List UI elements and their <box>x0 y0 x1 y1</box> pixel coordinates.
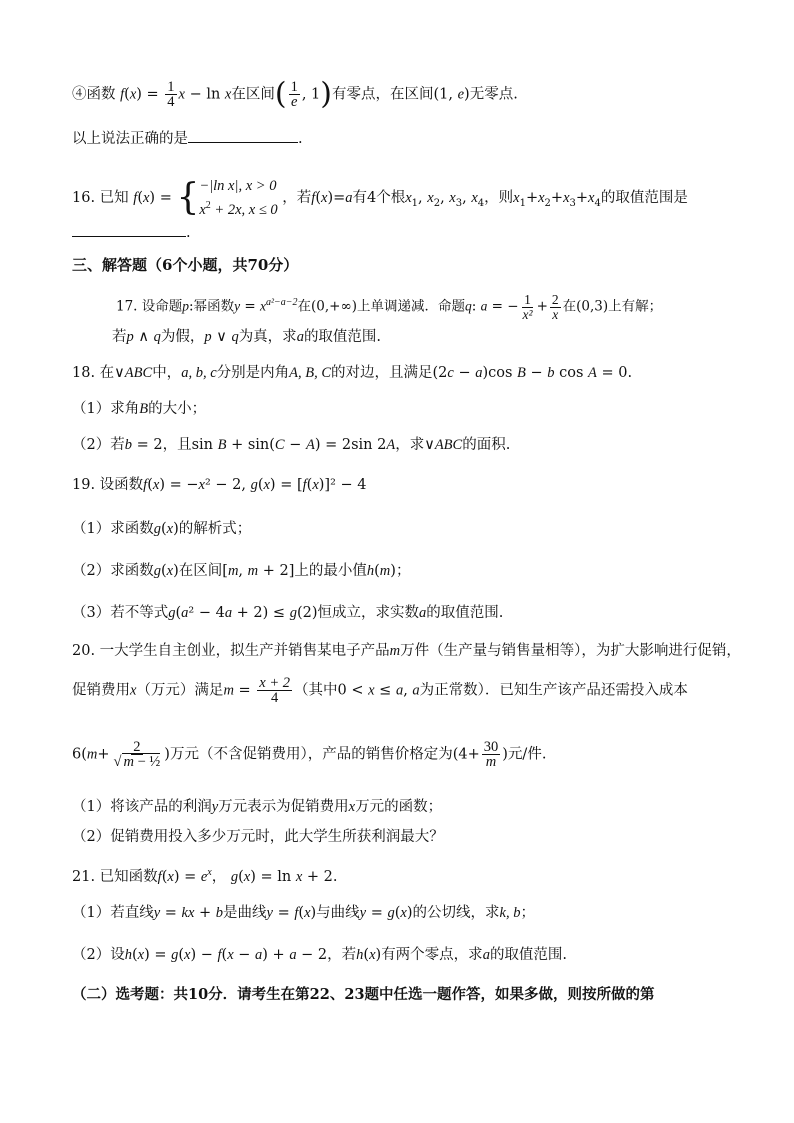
text: （3）若不等式 <box>72 605 169 621</box>
text: 幂函数 <box>193 298 235 315</box>
text: 有零点，在区间 <box>332 86 434 103</box>
text: 中， <box>152 365 182 381</box>
question-20-cost: 6(m+ $\frac{2}{\text{√ m − ½}}$ )万元（不含促销费用），产品的销售价格定为(4+ $\frac{30}{m}$ )元/件. <box>72 739 547 770</box>
text: 17. 设命题 <box>116 298 183 315</box>
text: 为真，求 <box>238 329 297 345</box>
text: 以上说法正确的是 <box>72 131 188 147</box>
question-19-1: （1）求函数g(x)的解析式； <box>72 521 252 537</box>
question-19: 19. 设函数f(x) = −x² − 2, g(x) = [f(x)]² − 4 <box>72 477 367 493</box>
text: ，求 <box>395 437 425 453</box>
text: （2）若 <box>72 437 125 453</box>
text: 的取值范围. <box>489 947 568 963</box>
text: ； <box>520 905 535 921</box>
text: 的取值范围. <box>303 329 382 345</box>
optional-section-heading: （二）选考题：共10分．请考生在第22、23题中任选一题作答，如果多做，则按所做的第 <box>72 986 655 1003</box>
section-3-heading: 三、解答题（6个小题，共70分） <box>72 256 299 274</box>
question-19-2: （2）求函数g(x)在区间[m, m + 2]上的最小值h(m)； <box>72 563 411 579</box>
question-18-2: （2）若b = 2，且sin B + sin(C − A) = 2sin 2A，求∨ABC的面积. <box>72 437 511 453</box>
text: ，且 <box>162 437 192 453</box>
q16-blank-line: . <box>72 222 734 244</box>
text: 在 <box>297 298 311 315</box>
text: 为假， <box>160 329 205 345</box>
answer-blank <box>72 222 186 237</box>
text: （2）设 <box>72 947 125 963</box>
text: 与曲线 <box>316 905 360 921</box>
question-20-cont: 促销费用x（万元）满足m = $\frac{x + 2}{4}$ （其中0 < x ≤ a, a为正常数）．已知生产该产品还需投入成本 <box>72 675 688 706</box>
text: 为正常数）．已知生产该产品还需投入成本 <box>419 682 688 699</box>
text: 元/件. <box>507 746 547 763</box>
question-20: 20. 一大学生自主创业，拟生产并销售某电子产品m万件（生产量与销售量相等），为扩大影响进行促销， <box>72 643 741 659</box>
text: 在 <box>562 298 577 315</box>
text: （1）求角 <box>72 401 140 417</box>
question-16: 16. 已知 f(x) = { −|ln x|, x > 0 $x^2 + 2x$, x ≤ 0 ，若f(x)=a有4个根$x_1$, $x_2$, $x_3$, $x_4$，则$x_1+x_2+x_3+x_4$的取值范围是 <box>72 176 688 218</box>
answer-blank <box>188 128 298 143</box>
text: 上单调递减．命题 <box>356 298 465 315</box>
statement-4: ④函数 f(x) = $\frac{1}{4}$ x − ln x在区间( $\frac{1}{e}$ , 1)有零点，在区间(1, e)无零点. <box>72 76 518 112</box>
text: 的公切线，求 <box>412 905 500 921</box>
question-17-cont: 若p ∧ q为假，p ∨ q为真，求a的取值范围. <box>112 329 382 345</box>
text: ，若 <box>282 189 312 206</box>
text: 18. 在 <box>72 365 115 381</box>
text: 是曲线 <box>223 905 267 921</box>
question-21-2: （2）设h(x) = g(x) − f(x − a) + a − 2，若h(x)有两个零点，求a的取值范围. <box>72 947 568 963</box>
fraction: $\frac{1}{4}$ <box>167 79 175 110</box>
question-20-2: （2）促销费用投入多少万元时，此大学生所获利润最大？ <box>72 829 444 845</box>
question-20-1: （1）将该产品的利润y万元表示为促销费用x万元的函数； <box>72 799 443 815</box>
text: （2）求函数 <box>72 563 154 579</box>
text: 20. 一大学生自主创业，拟生产并销售某电子产品 <box>72 643 390 659</box>
question-18-1: （1）求角B的大小； <box>72 401 207 417</box>
text: 的取值范围. <box>426 605 504 621</box>
text: 21. 已知函数 <box>72 868 158 885</box>
text: ； <box>395 563 411 579</box>
text: （万元）满足 <box>136 682 224 699</box>
text: 有4个根 <box>352 189 406 206</box>
text: 有两个零点，求 <box>381 947 483 963</box>
text: 在区间 <box>178 563 223 579</box>
text: 分别是内角 <box>216 365 290 381</box>
text: 的大小； <box>148 401 207 417</box>
question-17: 17. 设命题p:幂函数$y = x^{a^2-a-2}$在(0,+∞)上单调递减．命题q: a = − $\frac{1}{\text{x²}}$ + $\frac{2}{x}$ 在(0,3)上有解； <box>116 291 663 322</box>
text: 19. 设函数 <box>72 477 144 493</box>
text: 的对边，且满足 <box>331 365 433 381</box>
text: ，则 <box>484 189 514 206</box>
text: 万元（不含促销费用），产品的销售价格定为 <box>169 746 453 763</box>
correct-prompt: 以上说法正确的是 . <box>72 128 734 150</box>
text: ， <box>211 868 227 885</box>
text: 在区间 <box>231 86 275 103</box>
question-21: 21. 已知函数$f(x) = e^x$， g(x) = ln x + 2. <box>72 867 338 885</box>
text: （1）若直线 <box>72 905 154 921</box>
text: 的面积. <box>462 437 511 453</box>
text: （1）将该产品的利润 <box>72 799 212 815</box>
text: 万件（生产量与销售量相等），为扩大影响进行促销， <box>400 643 741 659</box>
text: 的取值范围是 <box>600 189 688 206</box>
text: 万元的函数； <box>355 799 443 815</box>
text: （1）求函数 <box>72 521 154 537</box>
question-19-3: （3）若不等式g(a² − 4a + 2) ≤ g(2)恒成立，求实数a的取值范围. <box>72 605 504 621</box>
text: 16. 已知 <box>72 189 129 206</box>
text: 无零点. <box>469 86 518 103</box>
question-18: 18. 在∨ABC中，a, b, c分别是内角A, B, C的对边，且满足(2c − a)cos B − b cos A = 0. <box>72 365 633 381</box>
text: 恒成立，求实数 <box>317 605 419 621</box>
text: ④函数 <box>72 86 116 103</box>
text: 若 <box>112 329 127 345</box>
text: 促销费用 <box>72 682 130 699</box>
text: ，若 <box>327 947 357 963</box>
question-21-1: （1）若直线y = kx + b是曲线y = f(x)与曲线y = g(x)的公切线，求k, b； <box>72 905 535 921</box>
text: 上有解； <box>608 298 663 315</box>
text: 的解析式； <box>178 521 252 537</box>
text: 上的最小值 <box>294 563 367 579</box>
text: 万元表示为促销费用 <box>218 799 349 815</box>
text: . <box>332 868 338 885</box>
text: （其中 <box>294 682 338 699</box>
